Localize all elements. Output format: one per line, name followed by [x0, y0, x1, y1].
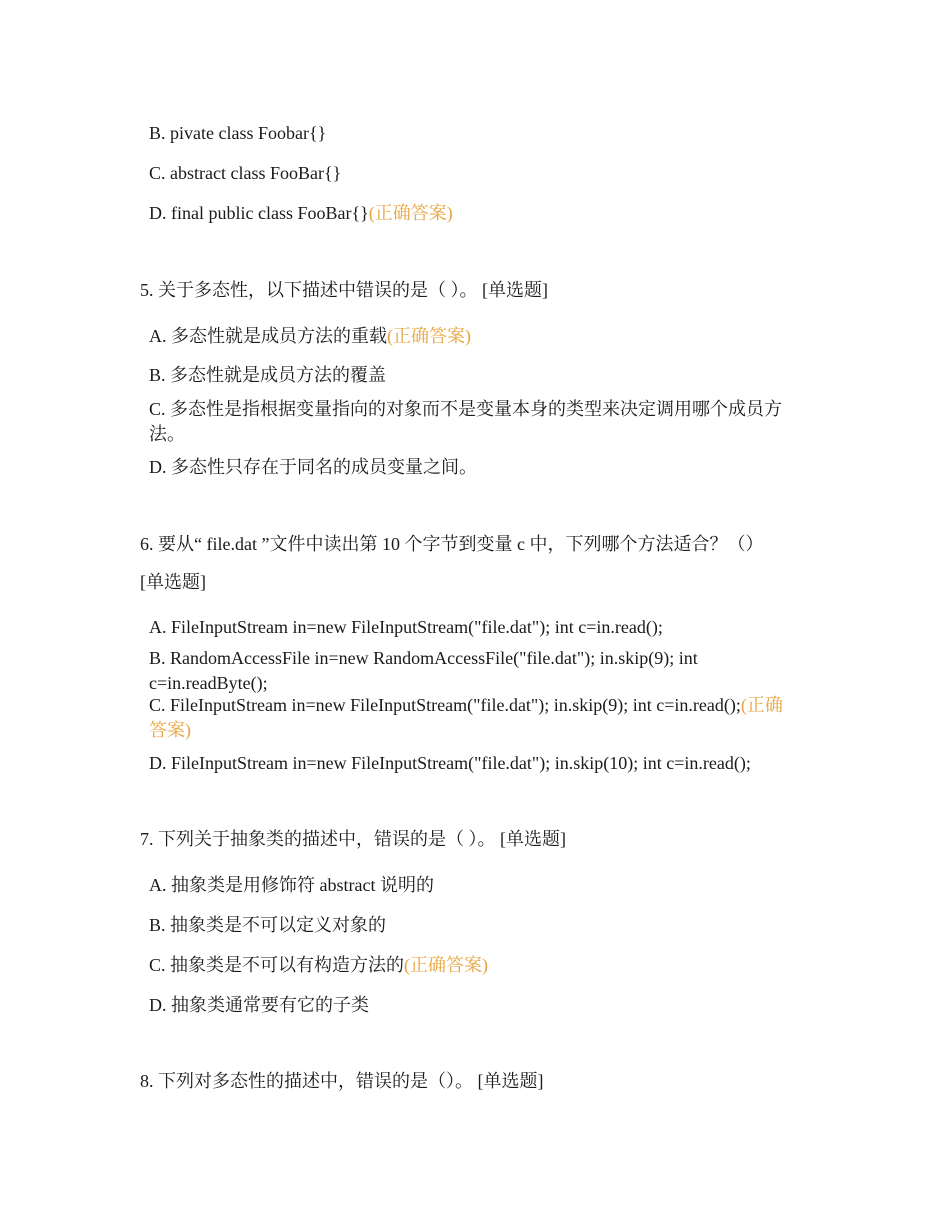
- q5-title: 5. 关于多态性，以下描述中错误的是（ ）。 [单选题]: [140, 280, 548, 300]
- q5-option-d: D. 多态性只存在于同名的成员变量之间。: [149, 457, 477, 477]
- q7-option-c: C. 抽象类是不可以有构造方法的(正确答案): [149, 955, 489, 975]
- q5-option-a: A. 多态性就是成员方法的重载(正确答案): [149, 326, 471, 346]
- q6-title: 6. 要从“ file.dat ”文件中读出第 10 个字节到变量 c 中，下列哪个方法适合？（）: [140, 534, 764, 554]
- q5-option-b: B. 多态性就是成员方法的覆盖: [149, 365, 387, 385]
- q6-option-c: C. FileInputStream in=new FileInputStream("file.dat"); in.skip(9); int c=in.read();(正确答案): [149, 695, 783, 740]
- q6-title-tag: [单选题]: [140, 572, 206, 592]
- q8-title: 8. 下列对多态性的描述中，错误的是（）。 [单选题]: [140, 1071, 544, 1091]
- q4-option-b: B. pivate class Foobar{}: [149, 123, 327, 143]
- q6-option-d: D. FileInputStream in=new FileInputStream("file.dat"); in.skip(10); int c=in.read();: [149, 753, 751, 773]
- q7-title: 7. 下列关于抽象类的描述中，错误的是（ ）。 [单选题]: [140, 829, 566, 849]
- q7-option-d: D. 抽象类通常要有它的子类: [149, 995, 369, 1015]
- correct-answer-mark: (正确答案): [149, 695, 783, 740]
- q4-option-d: D. final public class FooBar{}(正确答案): [149, 203, 453, 223]
- q7-option-b: B. 抽象类是不可以定义对象的: [149, 915, 387, 935]
- q6-option-b: B. RandomAccessFile in=new RandomAccessFile("file.dat"); in.skip(9); int c=in.readByte();: [149, 648, 698, 693]
- q7-option-a: A. 抽象类是用修饰符 abstract 说明的: [149, 875, 434, 895]
- correct-answer-mark: (正确答案): [387, 326, 471, 346]
- q5-option-c: C. 多态性是指根据变量指向的对象而不是变量本身的类型来决定调用哪个成员方法。: [149, 399, 783, 444]
- q6-option-a: A. FileInputStream in=new FileInputStream("file.dat"); int c=in.read();: [149, 617, 663, 637]
- correct-answer-mark: (正确答案): [368, 203, 453, 223]
- correct-answer-mark: (正确答案): [404, 955, 489, 975]
- q4-option-c: C. abstract class FooBar{}: [149, 163, 342, 183]
